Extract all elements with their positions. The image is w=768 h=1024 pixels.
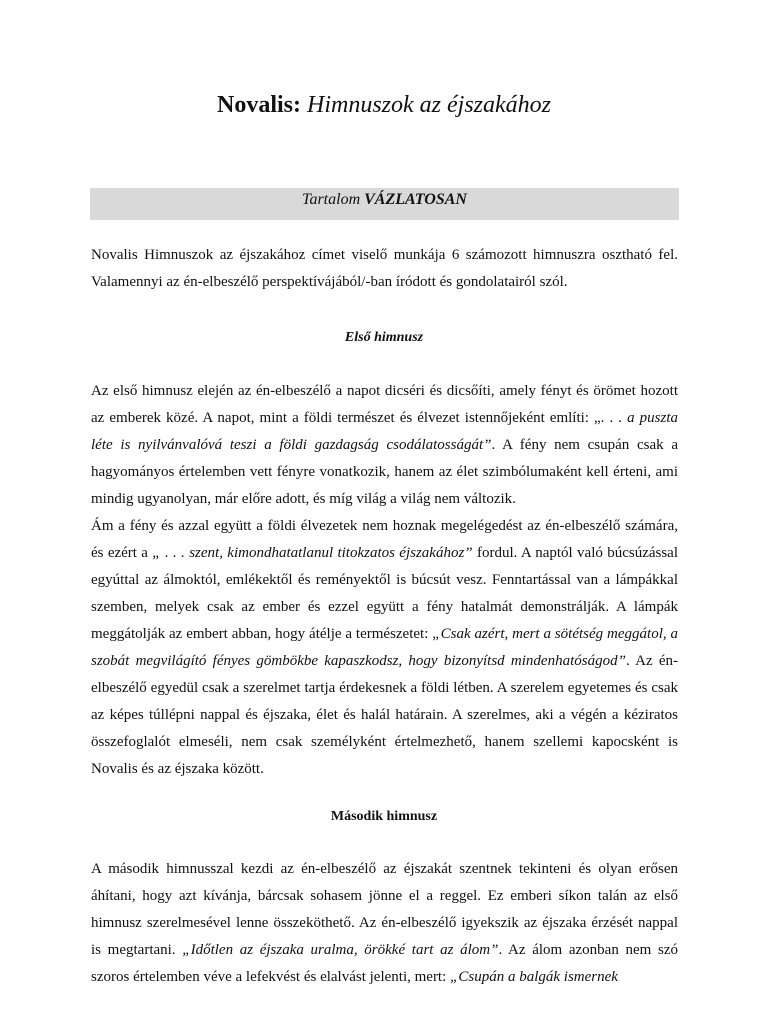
first-hymn-text	[91, 378, 678, 783]
quote: „Időtlen az éjszaka uralma, örökké tart az álom”	[182, 942, 499, 958]
quote: a puszta léte is nyilvánvalóvá teszi a földi gazdagság csodálatosságát”	[91, 410, 678, 453]
intro-paragraph	[91, 242, 678, 296]
section-heading-first: Első himnusz	[344, 330, 424, 345]
second-hymn-paragraph-1: A második himnusszal kezdi az én-elbeszélő az éjszakát szentnek tekinteni és olyan erősen áhítani, hogy azt kívánja, bárcsak sohasem jönne el a reggel. Ez emberi síkon talán az első himnusz szerelmesével lenne összeköthető. Az én-elbeszélő igyekszik az éjszaka érzését nappal is megtartani. „Időtlen az éjszaka uralma, örökké tart az álom”. Az álom azonban nem szó szoros értelemben véve a lefekvést és elalvást jelenti, mert: „Csupán a balgák ismernek	[91, 861, 678, 985]
first-hymn-paragraph-1: Az első himnusz elején az én-elbeszélő a napot dicséri és dicsőíti, amely fényt és örömet hozott az emberek közé. A napot, mint a földi természet és élvezet istennőjeként említi: „. . . a puszta léte is nyilvánvalóvá teszi a földi gazdagság csodálatosságát”. A fény nem csupán csak a hagyományos értelemben vett fényre vonatkozik, hanem az élet szimbólumaként kell érteni, ami mindig ugyanolyan, már előre adott, és míg világ a világ nem változik.	[91, 383, 678, 507]
contents-heading-bar	[90, 188, 679, 220]
section-heading-second: Második himnusz	[330, 809, 438, 824]
second-hymn-text	[91, 856, 678, 991]
page-title	[0, 88, 768, 122]
intro-text: Novalis Himnuszok az éjszakához címet viselő munkája 6 számozott himnuszra osztható fel. Valamennyi az én-elbeszélő perspektívájából/-ban íródott és gondolatairól szól.	[91, 247, 678, 290]
contents-prefix: Tartalom	[302, 191, 361, 208]
contents-emphasis: VÁZLATOSAN	[364, 191, 467, 208]
quote: „ . . . szent, kimondhatatlanul titokzatos éjszakához”	[152, 545, 473, 561]
first-hymn-paragraph-2: Ám a fény és azzal együtt a földi élvezetek nem hoznak megelégedést az én-elbeszélő számára, és ezért a „ . . . szent, kimondhatatlanul titokzatos éjszakához” fordul. A naptól való búcsúzással egyúttal az álmoktól, emlékektől és reményektől is búcsút vesz. Fenntartással van a lámpákkal szemben, melyek csak az ember és ezzel együtt a fény hatalmát demonstrálják. A lámpák meggátolják az embert abban, hogy átélje a természetet: „Csak azért, mert a sötétség meggátol, a szobát megvilágító fényes gömbökbe kapaszkodsz, hogy bizonyítsd mindenhatóságod”. Az én-elbeszélő egyedül csak a szerelmet tartja érdekesnek a földi létben. A szerelem egyetemes és csak az képes túllépni nappal és éjszaka, élet és halál határain. A szerelmes, aki a végén a kéziratos összefoglalót elmeséli, nem csak személyként értelmezhető, hanem szellemi kapocsként is Novalis és az éjszaka között.	[91, 518, 679, 777]
title-author: Novalis:	[217, 92, 301, 118]
title-work: Himnuszok az éjszakához	[307, 92, 551, 118]
quote: „Csupán a balgák ismernek	[450, 969, 618, 985]
quote: „Csak azért, mert a sötétség meggátol, a szobát megvilágító fényes gömbökbe kapaszkodsz, hogy bizonyítsd mindenhatóságod”	[91, 626, 678, 669]
